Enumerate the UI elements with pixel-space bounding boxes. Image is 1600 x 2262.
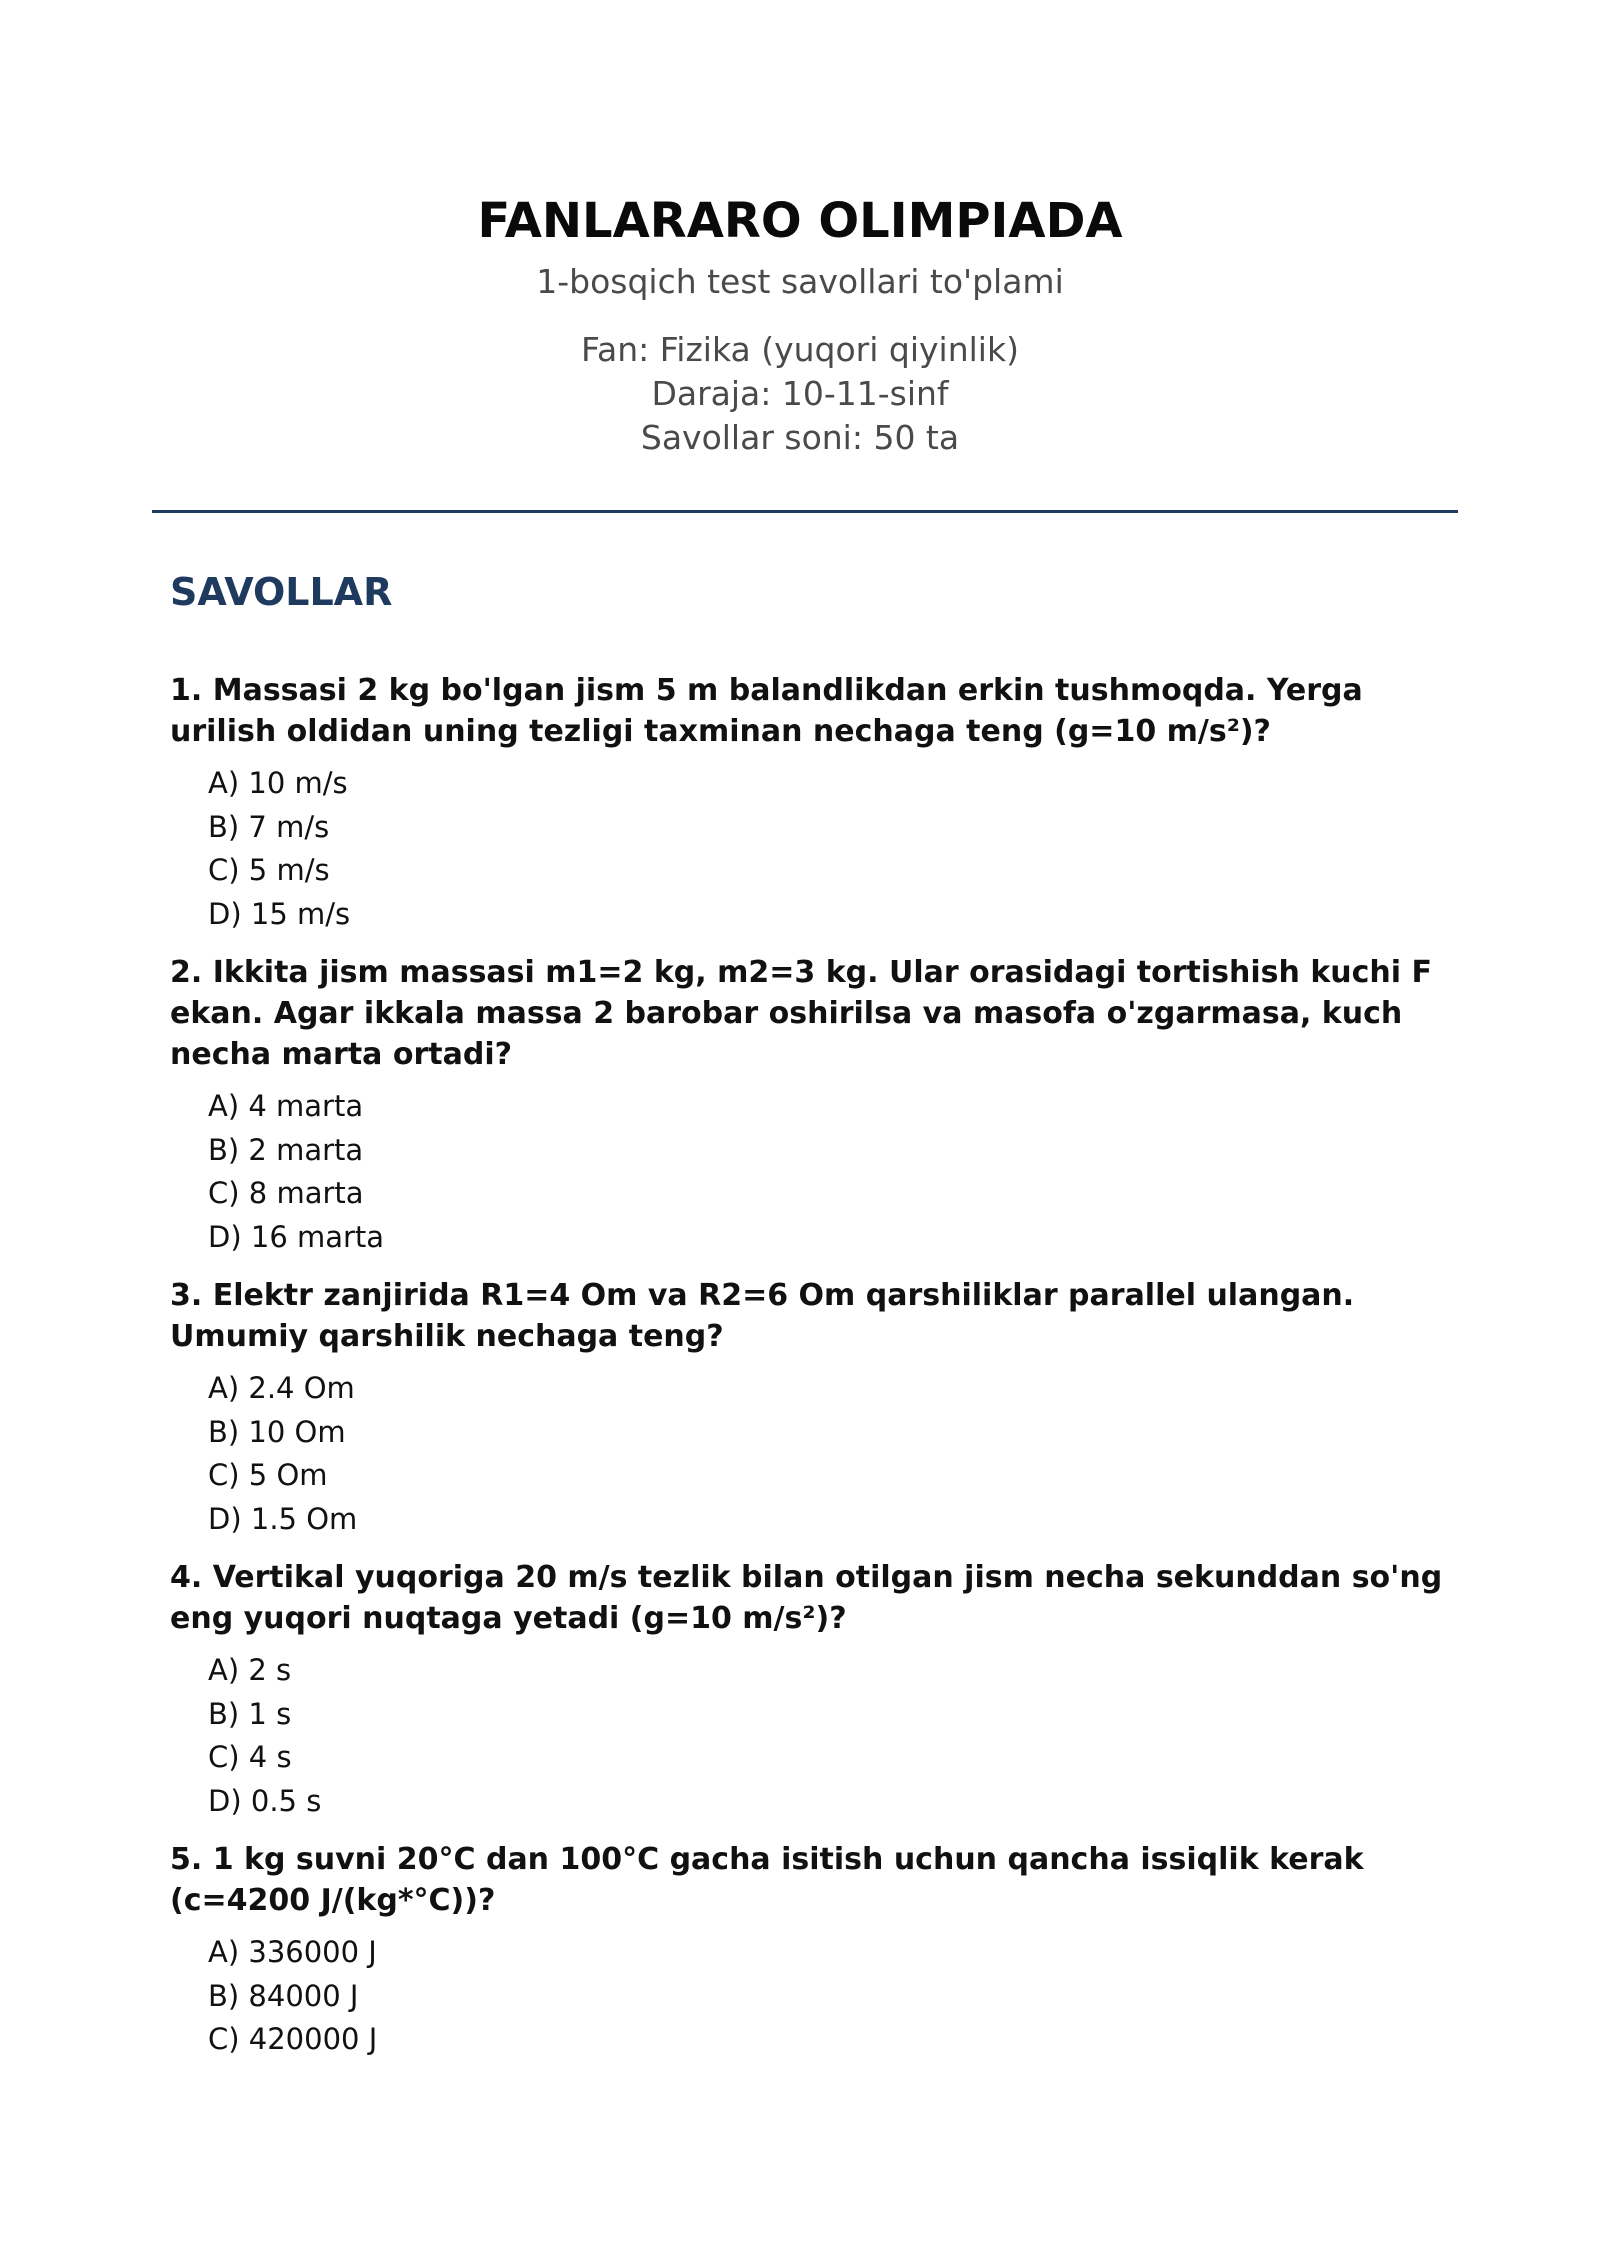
question-text: 4. Vertikal yuqoriga 20 m/s tezlik bilan otilgan jism necha sekunddan so'ng eng yuqori nuqtaga yetadi (g=10 m/s²)? xyxy=(170,1560,1443,1636)
document-subtitle: 1-bosqich test savollari to'plami xyxy=(536,262,1064,301)
section-heading: SAVOLLAR xyxy=(170,570,393,614)
meta-question-count: Savollar soni: 50 ta xyxy=(640,418,960,457)
option-b: B) 10 Om xyxy=(208,1414,346,1449)
header-divider xyxy=(152,510,1458,513)
answer-options xyxy=(170,1931,1470,2062)
option-c: C) 8 marta xyxy=(208,1176,364,1210)
question-text: 3. Elektr zanjirida R1=4 Om va R2=6 Om qarshiliklar parallel ulangan. Umumiy qarshilik nechaga teng? xyxy=(170,1278,1355,1354)
question-5 xyxy=(170,1839,1470,2062)
document-meta xyxy=(0,328,1600,460)
option-a: A) 10 m/s xyxy=(208,766,348,800)
meta-subject: Fan: Fizika (yuqori qiyinlik) xyxy=(581,330,1019,369)
answer-options xyxy=(170,1649,1470,1823)
option-d: D) 16 marta xyxy=(208,1219,385,1254)
question-text: 2. Ikkita jism massasi m1=2 kg, m2=3 kg. Ular orasidagi tortishish kuchi F ekan. Agar ikkala massa 2 barobar oshirilsa va masofa o'zgarmasa, kuch necha marta ortadi? xyxy=(170,955,1433,1072)
question-3 xyxy=(170,1275,1470,1541)
meta-grade: Daraja: 10-11-sinf xyxy=(651,374,949,413)
answer-options xyxy=(170,1085,1470,1259)
option-a: A) 4 marta xyxy=(208,1089,364,1123)
option-b: B) 2 marta xyxy=(208,1132,364,1167)
option-a: A) 336000 J xyxy=(208,1935,377,1969)
answer-options xyxy=(170,1367,1470,1541)
document-title: FANLARARO OLIMPIADA xyxy=(477,193,1123,249)
option-c: C) 4 s xyxy=(208,1740,292,1774)
question-4 xyxy=(170,1557,1470,1823)
option-b: B) 1 s xyxy=(208,1696,292,1731)
question-2 xyxy=(170,952,1470,1259)
option-d: D) 15 m/s xyxy=(208,896,351,931)
answer-options xyxy=(170,762,1470,936)
option-d: D) 0.5 s xyxy=(208,1783,322,1818)
option-c: C) 5 Om xyxy=(208,1458,328,1492)
question-text: 5. 1 kg suvni 20°C dan 100°C gacha isitish uchun qancha issiqlik kerak (c=4200 J/(kg*°C))? xyxy=(170,1842,1364,1918)
option-a: A) 2.4 Om xyxy=(208,1371,355,1405)
option-b: B) 7 m/s xyxy=(208,809,330,844)
document-header xyxy=(0,190,1600,460)
option-c: C) 5 m/s xyxy=(208,853,330,887)
question-1 xyxy=(170,670,1470,936)
option-d: D) 1.5 Om xyxy=(208,1501,358,1536)
question-text: 1. Massasi 2 kg bo'lgan jism 5 m balandlikdan erkin tushmoqda. Yerga urilish oldidan uning tezligi taxminan nechaga teng (g=10 m/s²)? xyxy=(170,673,1363,749)
question-list xyxy=(170,670,1470,2078)
option-a: A) 2 s xyxy=(208,1653,292,1687)
option-c: C) 420000 J xyxy=(208,2022,378,2056)
option-b: B) 84000 J xyxy=(208,1978,359,2013)
